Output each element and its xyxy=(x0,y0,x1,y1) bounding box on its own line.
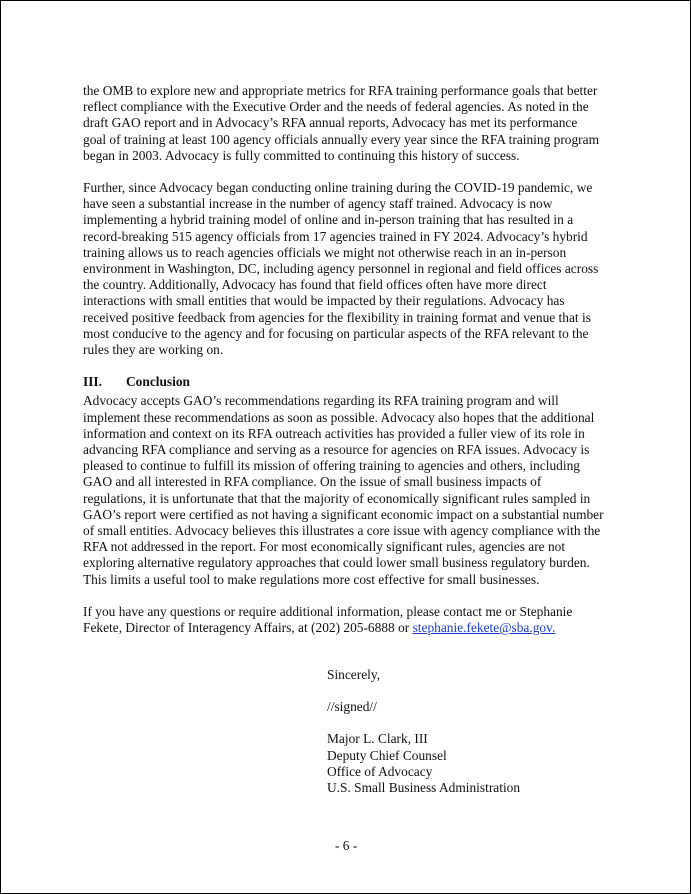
text-line: draft GAO report and in Advocacy’s RFA annual reports, Advocacy has met its performance xyxy=(83,115,578,131)
text-line: of small entities. Advocacy believes this illustrates a core issue with agency compliance with the xyxy=(83,523,601,539)
text-line: Further, since Advocacy began conducting online training during the COVID-19 pandemic, we xyxy=(83,180,593,196)
section-number: III. xyxy=(83,374,102,390)
signature-block xyxy=(327,667,520,796)
text-line: information and context on its RFA outreach activities has provided a fuller view of its role in xyxy=(83,425,585,441)
text-line: the country. Additionally, Advocacy has found that field offices often have more direct xyxy=(83,277,547,293)
text-line: implement these recommendations as soon as possible. Advocacy also hopes that the additional xyxy=(83,409,595,425)
text-line: the OMB to explore new and appropriate metrics for RFA training performance goals that better xyxy=(83,83,598,98)
text-line: reflect compliance with the Executive Order and the needs of federal agencies. As noted in the xyxy=(83,99,589,115)
text-line: Advocacy accepts GAO’s recommendations regarding its RFA training program and will xyxy=(83,393,559,409)
text-line: This limits a useful tool to make regulations more cost effective for small businesses. xyxy=(83,571,540,587)
text-line: advancing RFA compliance and serving as a resource for agencies on RFA issues. Advocacy is xyxy=(83,442,590,458)
text-line: interactions with small entities that would be impacted by their regulations. Advocacy has xyxy=(83,293,565,309)
salutation: Sincerely, xyxy=(327,667,381,682)
text-line: goal of training at least 100 agency officials annually every year since the RFA training program xyxy=(83,131,599,147)
paragraph-hybrid-training xyxy=(83,180,623,358)
page-number: - 6 - xyxy=(335,838,358,853)
text-line: GAO and all interested in RFA compliance. On the issue of small business impacts of xyxy=(83,474,542,490)
text-line: training allows us to reach agencies officials we might not otherwise reach in an in-person xyxy=(83,244,567,260)
paragraph-conclusion xyxy=(83,393,623,587)
text-line: If you have any questions or require additional information, please contact me or Stephanie xyxy=(83,603,573,619)
signer-title: Deputy Chief Counsel xyxy=(327,747,447,763)
signer-name: Major L. Clark, III xyxy=(327,731,428,747)
text-line: RFA not addressed in the report. For most economically significant rules, agencies are not xyxy=(83,539,566,555)
text-line: began in 2003. Advocacy is fully committed to continuing this history of success. xyxy=(83,147,520,163)
signer-office: Office of Advocacy xyxy=(327,763,433,779)
text-line: implementing a hybrid training model of online and in-person training that has resulted in a xyxy=(83,212,574,228)
signature: //signed// xyxy=(327,699,377,715)
section-heading xyxy=(83,374,623,390)
text-line: GAO’s report were certified as not having a significant economic impact on a substantial number xyxy=(83,506,604,522)
email-link[interactable]: stephanie.fekete@sba.gov. xyxy=(412,620,556,636)
text-line: record-breaking 515 agency officials from 17 agencies trained in FY 2024. Advocacy’s hybrid xyxy=(83,228,588,244)
text-line: rules they are working on. xyxy=(83,342,224,358)
contact-text: Fekete, Director of Interagency Affairs, at (202) 205-6888 or xyxy=(83,620,413,636)
text-line: exploring alternative regulatory approaches that could lower small business regulatory burden. xyxy=(83,555,590,571)
text-line: most conducive to the agency and for focusing on particular aspects of the RFA relevant to the xyxy=(83,325,589,341)
text-line: received positive feedback from agencies for the flexibility in training format and venue that is xyxy=(83,309,591,325)
signer-agency: U.S. Small Business Administration xyxy=(327,780,521,796)
text-line: pleased to continue to fulfill its mission of offering training to agencies and others, including xyxy=(83,458,580,474)
paragraph-metrics xyxy=(83,83,623,164)
text-line: have seen a substantial increase in the number of agency staff trained. Advocacy is now xyxy=(83,196,553,212)
text-line: environment in Washington, DC, including agency personnel in regional and field offices across xyxy=(83,261,599,277)
document-body xyxy=(83,83,623,652)
section-title: Conclusion xyxy=(126,374,190,390)
paragraph-contact xyxy=(83,604,623,636)
text-line xyxy=(83,620,623,636)
text-line: regulations, it is unfortunate that that the majority of economically significant rules sampled in xyxy=(83,490,591,506)
